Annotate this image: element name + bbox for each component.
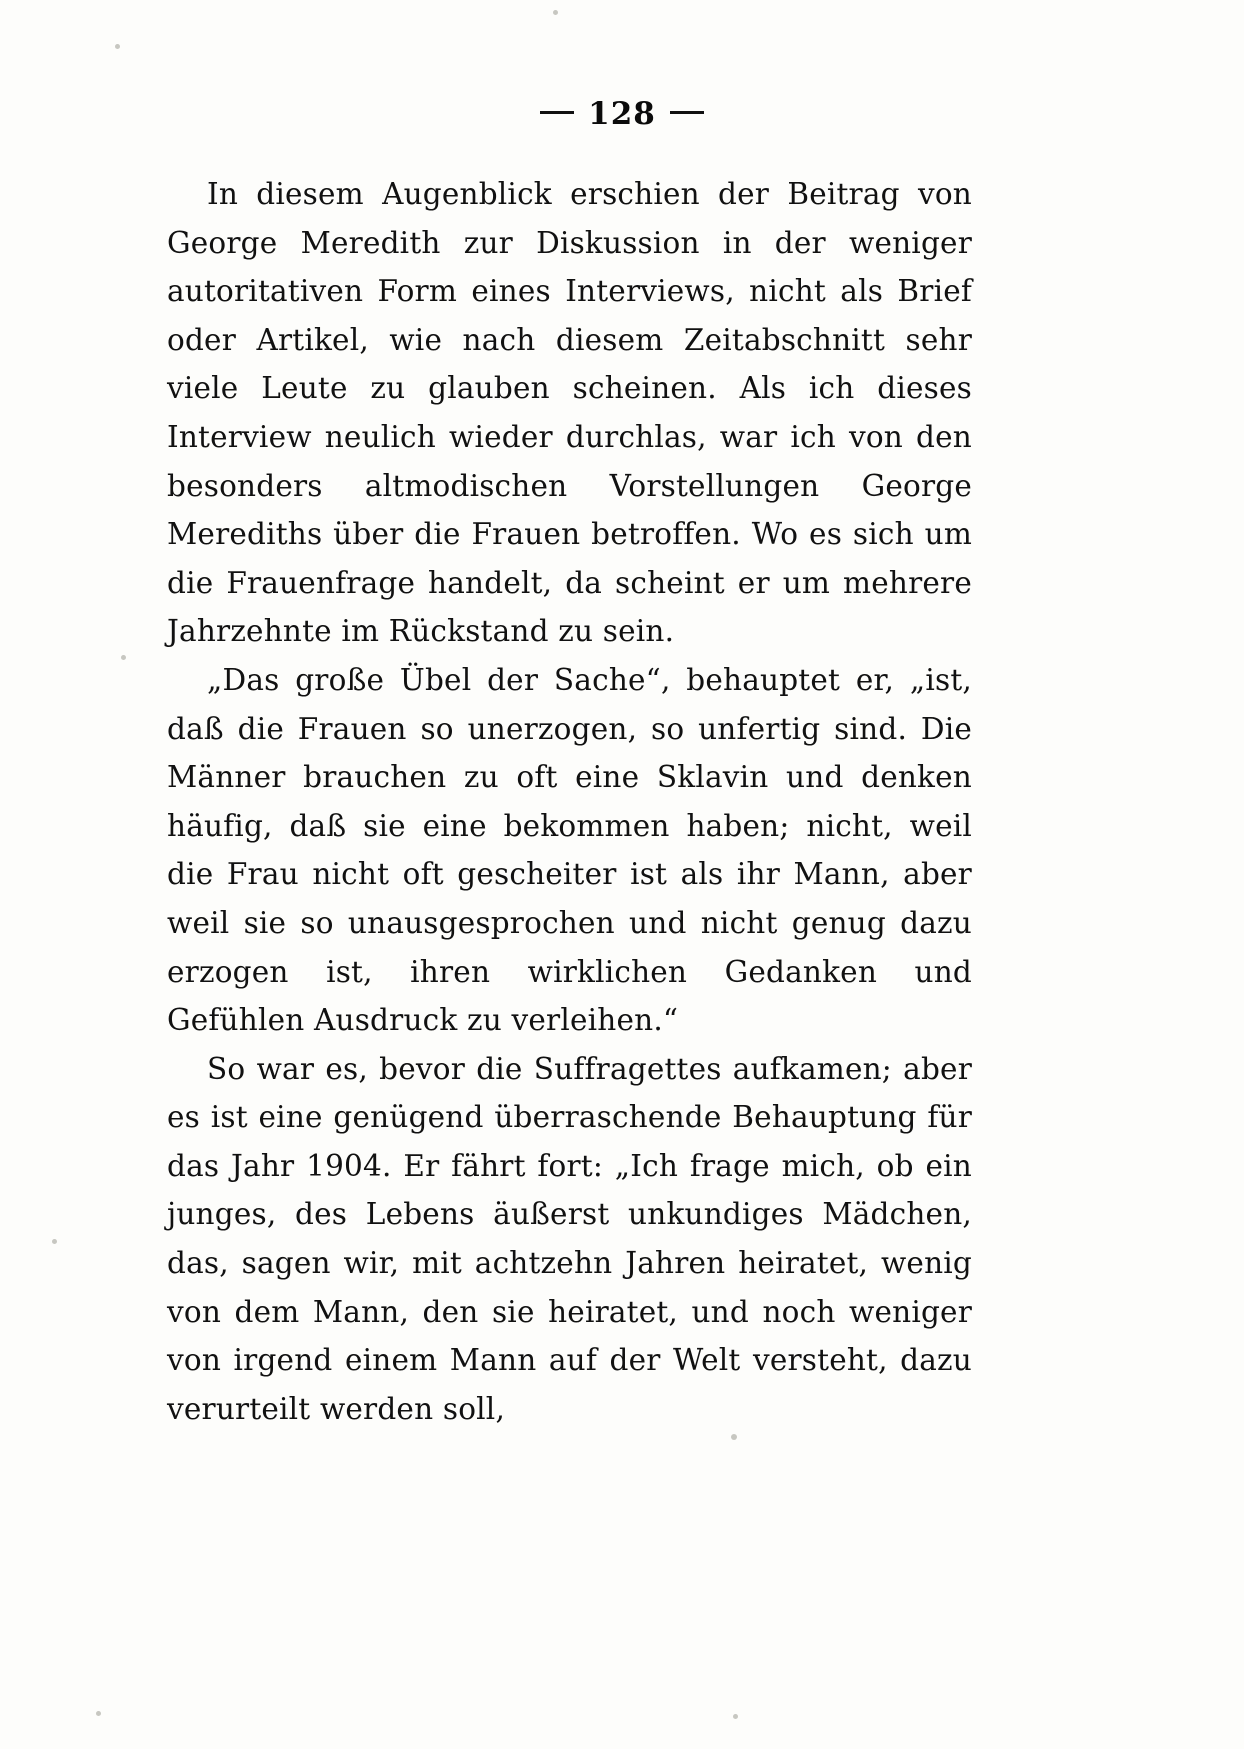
body-text	[167, 170, 972, 1433]
page-header	[0, 96, 1244, 132]
page-speck	[553, 10, 558, 15]
header-rule-right	[670, 111, 704, 114]
paragraph-1: In diesem Augenblick erschien der Beitrag von George Meredith zur Diskussion in der weniger autoritativen Form eines Interviews, nicht als Brief oder Artikel, wie nach diesem Zeitabschnitt sehr viele Leute zu glauben scheinen. Als ich dieses Interview neulich wieder durchlas, war ich von den besonders altmodischen Vorstellungen George Merediths über die Frauen betroffen. Wo es sich um die Frauenfrage handelt, da scheint er um mehrere Jahrzehnte im Rückstand zu sein.	[167, 177, 972, 649]
page-speck	[733, 1714, 738, 1719]
page-speck	[121, 655, 126, 660]
page-speck	[115, 44, 120, 49]
page-speck	[52, 1239, 57, 1244]
page-number: 128	[588, 96, 656, 132]
page-speck	[731, 1434, 737, 1440]
page-speck	[96, 1711, 101, 1716]
paragraph-2: „Das große Übel der Sache“, behauptet er, „ist, daß die Frauen so unerzogen, so unfertig sind. Die Männer brauchen zu oft eine Sklavin und denken häufig, daß sie eine bekommen haben; nicht, weil die Frau nicht oft gescheiter ist als ihr Mann, aber weil sie so unausgesprochen und nicht genug dazu erzogen ist, ihren wirklichen Gedanken und Gefühlen Ausdruck zu verleihen.“	[167, 662, 972, 1038]
paragraph-3: So war es, bevor die Suffragettes aufkamen; aber es ist eine genügend überraschende Behauptung für das Jahr 1904. Er fährt fort: „Ich frage mich, ob ein junges, des Lebens äußerst unkundiges Mädchen, das, sagen wir, mit achtzehn Jahren heiratet, wenig von dem Mann, den sie heiratet, und noch weniger von irgend einem Mann auf der Welt versteht, dazu verurteilt werden soll,	[167, 1051, 972, 1426]
header-rule-left	[540, 111, 574, 114]
